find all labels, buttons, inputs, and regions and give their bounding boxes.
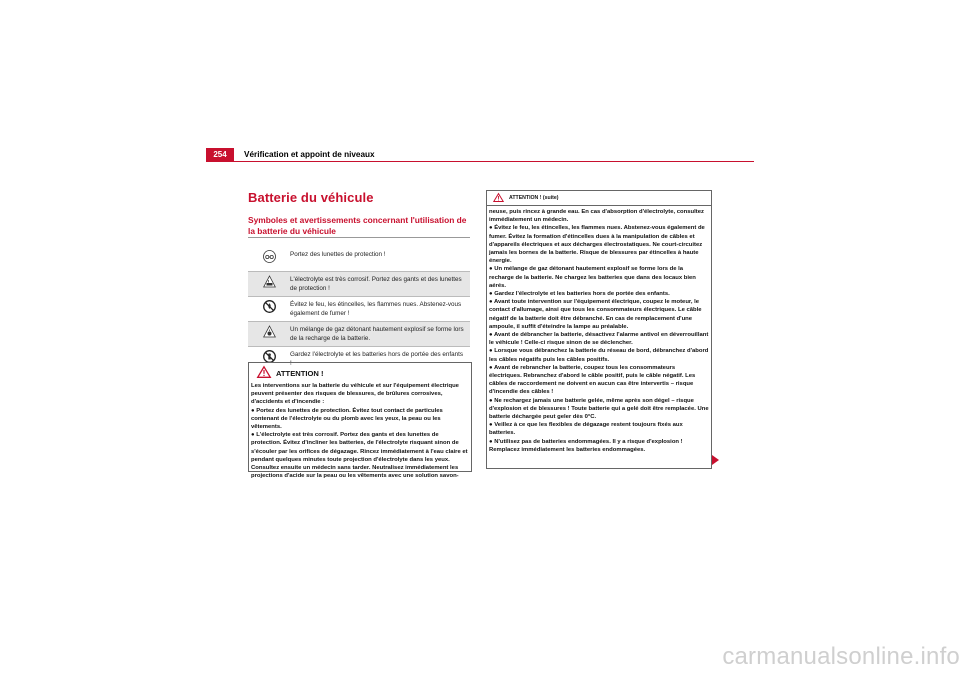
continue-arrow-icon [712, 455, 719, 465]
symbol-text: Un mélange de gaz détonant hautement explosif se forme lors de la recharge de la batterie. [290, 326, 464, 342]
subtitle-divider [248, 237, 470, 238]
warning-title-text: ATTENTION ! [276, 368, 324, 378]
warning-intro: Les interventions sur la batterie du véhicule et sur l'équipement électrique peuvent présenter des risques de blessures, de brûlures corrosives, d'accidents et d'incendie : [251, 383, 459, 406]
page-header-title: Vérification et appoint de niveaux [244, 150, 375, 159]
symbols-table [248, 247, 470, 371]
symbol-row [248, 247, 470, 272]
warning-continued-intro: neuse, puis rincez à grande eau. En cas d'absorption d'électrolyte, consultez immédiatement un médecin. [489, 209, 704, 224]
warning-bullet: ● Ne rechargez jamais une batterie gelée, même après son dégel – risque d'explosion et de blessures ! Toute batterie qui a gelé doit être remplacée. Une batterie déchargée peut geler dès 0°C. [489, 397, 709, 421]
symbol-text: L'électrolyte est très corrosif. Portez des gants et des lunettes de protection ! [290, 276, 462, 292]
explosive-gas-icon [248, 322, 290, 338]
section-subtitle: Symboles et avertissements concernant l'utilisation de la batterie du véhicule [248, 215, 467, 236]
symbol-text: Évitez le feu, les étincelles, les flammes nues. Abstenez-vous également de fumer ! [290, 301, 462, 317]
warning-box [248, 362, 472, 480]
bullet-icon: ● [489, 364, 494, 371]
warning-bullet: ● Avant de débrancher la batterie, désactivez l'alarme antivol en déverrouillant le véhicule ! Celle-ci risque sinon de se déclencher. [489, 332, 709, 347]
bullet-icon: ● [489, 299, 494, 306]
warning-bullet: ● Lorsque vous débranchez la batterie du réseau de bord, débranchez d'abord les câbles négatifs puis les câbles positifs. [489, 348, 709, 363]
bullet-icon: ● [489, 348, 495, 355]
no-fire-icon [248, 297, 290, 313]
warning-bullet: ● N'utilisez pas de batteries endommagées. Il y a risque d'explosion ! Remplacez immédiatement les batteries endommagées. [489, 438, 683, 453]
bullet-icon: ● [489, 397, 495, 404]
bullet-icon: ● [251, 432, 257, 439]
warning-bullet: ● Gardez l'électrolyte et les batteries hors de portée des enfants. [489, 291, 670, 298]
warning-bullet: ● Veillez à ce que les flexibles de dégazage restent toujours fixés aux batteries. [489, 422, 683, 437]
symbol-text: Gardez l'électrolyte et les batteries hors de portée des enfants ! [290, 351, 464, 367]
warning-continued-body [487, 206, 711, 454]
warning-bullet: ● Avant toute intervention sur l'équipement électrique, coupez le moteur, le contact d'allumage, ainsi que tous les consommateurs électriques. Le câble négatif de la batterie doit être débranché. En cas de remplacement d'une ampoule, il suffit d'éteindre la lampe au préalable. [489, 299, 702, 330]
warning-bullet: ● L'électrolyte est très corrosif. Portez des gants et des lunettes de protection. Évitez d'incliner les batteries, de l'électrolyte risquant sinon de s'écouler par les orifices de dégazage. Rincez immédiatement à l'eau claire et pendant quelques minutes toute projection d'électrolyte dans les yeux. Consultez ensuite un médecin sans tarder. Neutralisez immédiatement les projections d'acide sur la peau ou les vêtements avec une solution savon- [251, 432, 468, 480]
symbol-row [248, 297, 470, 322]
warning-bullet: ● Avant de rebrancher la batterie, coupez tous les consommateurs électriques. Rebranchez d'abord le câble positif, puis le câble négatif. Les câbles de raccordement ne doivent en aucun cas être intervertis – risque d'incendie des câbles ! [489, 364, 696, 396]
bullet-icon: ● [251, 407, 257, 414]
corrosive-warning-icon [248, 272, 290, 288]
warning-bullet: ● Évitez le feu, les étincelles, les flammes nues. Abstenez-vous également de fumer. Évitez la formation d'étincelles dues à la manipulation de câbles et d'appareils électriques et aux décharges électrostatiques. Ne court-circuitez jamais les bornes de la batterie. Risque de blessures par étincelles à haute énergie. [489, 225, 705, 265]
bullet-icon: ● [489, 438, 495, 445]
symbol-row [248, 322, 470, 347]
eye-protection-icon [248, 247, 290, 263]
warning-continued-header [487, 191, 711, 206]
page-number: 254 [206, 148, 234, 162]
watermark: carmanualsonline.info [722, 643, 960, 670]
symbol-text: Portez des lunettes de protection ! [290, 251, 386, 258]
warning-triangle-icon [257, 366, 271, 380]
warning-box-continued [486, 190, 712, 469]
warning-body [249, 379, 471, 480]
symbol-row [248, 272, 470, 297]
warning-bullet: ● Portez des lunettes de protection. Évitez tout contact de particules contenant de l'électrolyte ou du plomb avec les yeux, la peau ou les vêtements. [251, 407, 443, 431]
warning-continued-title: ATTENTION ! (suite) [509, 195, 559, 201]
bullet-icon: ● [489, 332, 494, 339]
bullet-icon: ● [489, 291, 495, 298]
bullet-icon: ● [489, 266, 495, 273]
bullet-icon: ● [489, 422, 495, 429]
keep-away-children-icon [248, 347, 290, 363]
warning-triangle-icon [493, 193, 504, 204]
section-title: Batterie du véhicule [248, 190, 374, 205]
warning-bullet: ● Un mélange de gaz détonant hautement explosif se forme lors de la recharge de la batterie. Ne chargez les batteries que dans des locaux bien aérés. [489, 266, 696, 289]
bullet-icon: ● [489, 225, 495, 232]
warning-title [257, 367, 471, 379]
